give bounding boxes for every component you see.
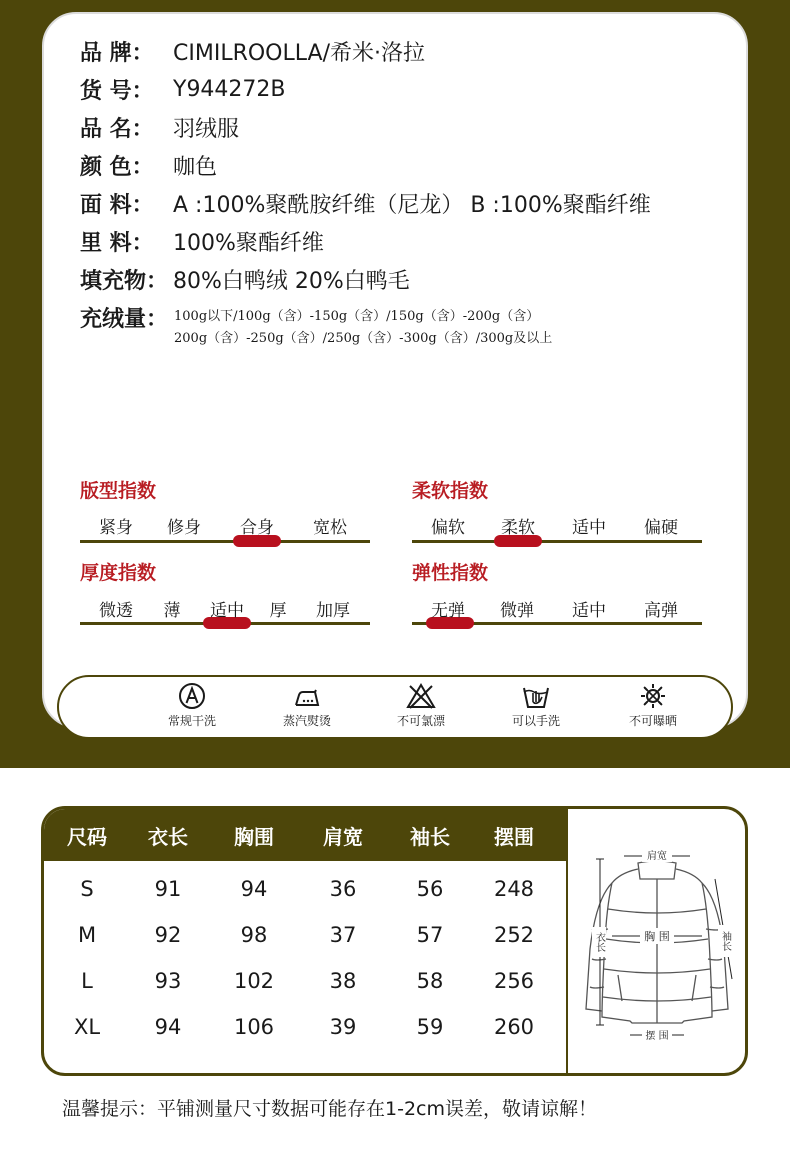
jacket-measurement-diagram [572, 839, 742, 1049]
spec-value: CIMILROOLLA/希米·洛拉 [173, 40, 425, 66]
spec-label: 品 牌： [80, 40, 154, 66]
cell-chest: 94 [240, 877, 268, 901]
header-sleeve: 袖长 [410, 825, 450, 849]
spec-value: 咖色 [173, 154, 218, 180]
size-table [41, 806, 748, 1076]
cell-hem: 248 [493, 877, 535, 901]
cell-hem: 260 [493, 1015, 535, 1039]
thickness-index-label: 薄 [163, 601, 181, 621]
spec-value: A :100%聚酰胺纤维（尼龙） B :100%聚酯纤维 [173, 192, 651, 218]
softness-index-label: 偏硬 [644, 518, 678, 538]
softness-index-label: 适中 [572, 518, 606, 538]
thickness-index-label: 适中 [210, 601, 244, 621]
elasticity-index-label: 高弹 [644, 601, 678, 621]
fill-amount-values [174, 306, 552, 350]
cell-shoulder: 39 [329, 1015, 357, 1039]
dry-clean-a-icon [178, 682, 206, 710]
diagram-hem-label: 摆 围 [645, 1031, 669, 1042]
cell-sleeve: 56 [416, 877, 444, 901]
cell-chest: 102 [233, 969, 275, 993]
spec-label: 面 料： [80, 192, 154, 218]
cell-shoulder: 36 [329, 877, 357, 901]
thickness-index-label: 厚 [269, 601, 287, 621]
fit-index-label: 宽松 [313, 518, 347, 538]
care-no-bleach [376, 682, 466, 729]
cell-length: 94 [154, 1015, 182, 1039]
thickness-index-label: 加厚 [316, 601, 350, 621]
header-shoulder: 肩宽 [323, 825, 363, 849]
hand-wash-icon [521, 682, 551, 710]
spec-fill-amount [80, 301, 173, 333]
fill-amount-line: 100g以下/100g（含）-150g（含）/150g（含）-200g（含） [174, 309, 540, 324]
steam-iron-icon [293, 682, 321, 710]
measurement-tip: 温馨提示：平铺测量尺寸数据可能存在1-2cm误差，敬请谅解！ [62, 1098, 597, 1120]
spec-label: 充绒量： [80, 306, 169, 332]
cell-hem: 252 [493, 923, 535, 947]
header-hem: 摆围 [494, 825, 534, 849]
spec-item-no [80, 73, 286, 105]
cell-sleeve: 59 [416, 1015, 444, 1039]
cell-size: S [80, 877, 94, 901]
no-sun-dry-icon [639, 682, 667, 710]
softness-index-label: 柔软 [501, 518, 535, 538]
spec-lining [80, 225, 324, 257]
thickness-index-label: 微透 [99, 601, 133, 621]
spec-value: 100%聚酯纤维 [173, 230, 324, 256]
diagram-shoulder-label: 肩宽 [647, 851, 667, 862]
care-dry-clean [147, 682, 237, 729]
care-label: 常规干洗 [167, 714, 216, 728]
spec-label: 填充物： [80, 268, 169, 294]
elasticity-index-title: 弹性指数 [412, 562, 489, 584]
elasticity-index-label: 微弹 [500, 601, 534, 621]
spec-label: 货 号： [80, 78, 154, 104]
softness-index-label: 偏软 [431, 518, 465, 538]
fit-index-label: 紧身 [99, 518, 133, 538]
spec-fabric [80, 187, 651, 219]
cell-length: 93 [154, 969, 182, 993]
spec-color [80, 149, 217, 181]
care-steam-iron [262, 682, 352, 729]
cell-size: XL [73, 1015, 101, 1039]
cell-size: L [81, 969, 93, 993]
fit-index-label: 合身 [240, 518, 274, 538]
cell-sleeve: 58 [416, 969, 444, 993]
spec-brand [80, 35, 425, 67]
fit-index-label: 修身 [167, 518, 201, 538]
spec-value: 羽绒服 [173, 116, 240, 142]
cell-sleeve: 57 [416, 923, 444, 947]
softness-index-scale [412, 540, 702, 543]
size-table-header [44, 809, 566, 861]
care-label: 可以手洗 [511, 714, 560, 728]
no-bleach-icon [406, 682, 436, 710]
fit-index-scale [80, 540, 370, 543]
elasticity-index-label: 适中 [572, 601, 606, 621]
care-label: 不可曝晒 [628, 714, 677, 728]
care-label: 不可氯漂 [396, 714, 445, 728]
fit-index-title: 版型指数 [80, 480, 157, 502]
spec-label: 品 名： [80, 116, 154, 142]
cell-length: 92 [154, 923, 182, 947]
cell-chest: 106 [233, 1015, 275, 1039]
spec-filling [80, 263, 410, 295]
care-hand-wash [491, 682, 581, 729]
cell-length: 91 [154, 877, 182, 901]
cell-hem: 256 [493, 969, 535, 993]
diagram-length-label: 衣长 [593, 932, 605, 952]
header-chest: 胸围 [234, 825, 274, 849]
cell-size: M [77, 923, 97, 947]
cell-shoulder: 38 [329, 969, 357, 993]
care-label: 蒸汽熨烫 [282, 714, 331, 728]
fill-amount-line: 200g（含）-250g（含）/250g（含）-300g（含）/300g及以上 [174, 331, 553, 346]
header-length: 衣长 [148, 825, 188, 849]
size-table-divider [566, 809, 568, 1076]
spec-value: 80%白鸭绒 20%白鸭毛 [173, 268, 410, 294]
spec-value: Y944272B [173, 76, 286, 102]
spec-label: 颜 色： [80, 154, 154, 180]
spec-label: 里 料： [80, 230, 154, 256]
diagram-chest-label: 胸 围 [644, 930, 670, 943]
cell-shoulder: 37 [329, 923, 357, 947]
spec-name [80, 111, 239, 143]
thickness-index-title: 厚度指数 [80, 562, 157, 584]
diagram-sleeve-label: 袖长 [719, 931, 731, 951]
cell-chest: 98 [240, 923, 268, 947]
header-size: 尺码 [67, 825, 107, 849]
care-no-sun-dry [608, 682, 698, 729]
elasticity-index-label: 无弹 [431, 601, 465, 621]
softness-index-title: 柔软指数 [412, 480, 489, 502]
